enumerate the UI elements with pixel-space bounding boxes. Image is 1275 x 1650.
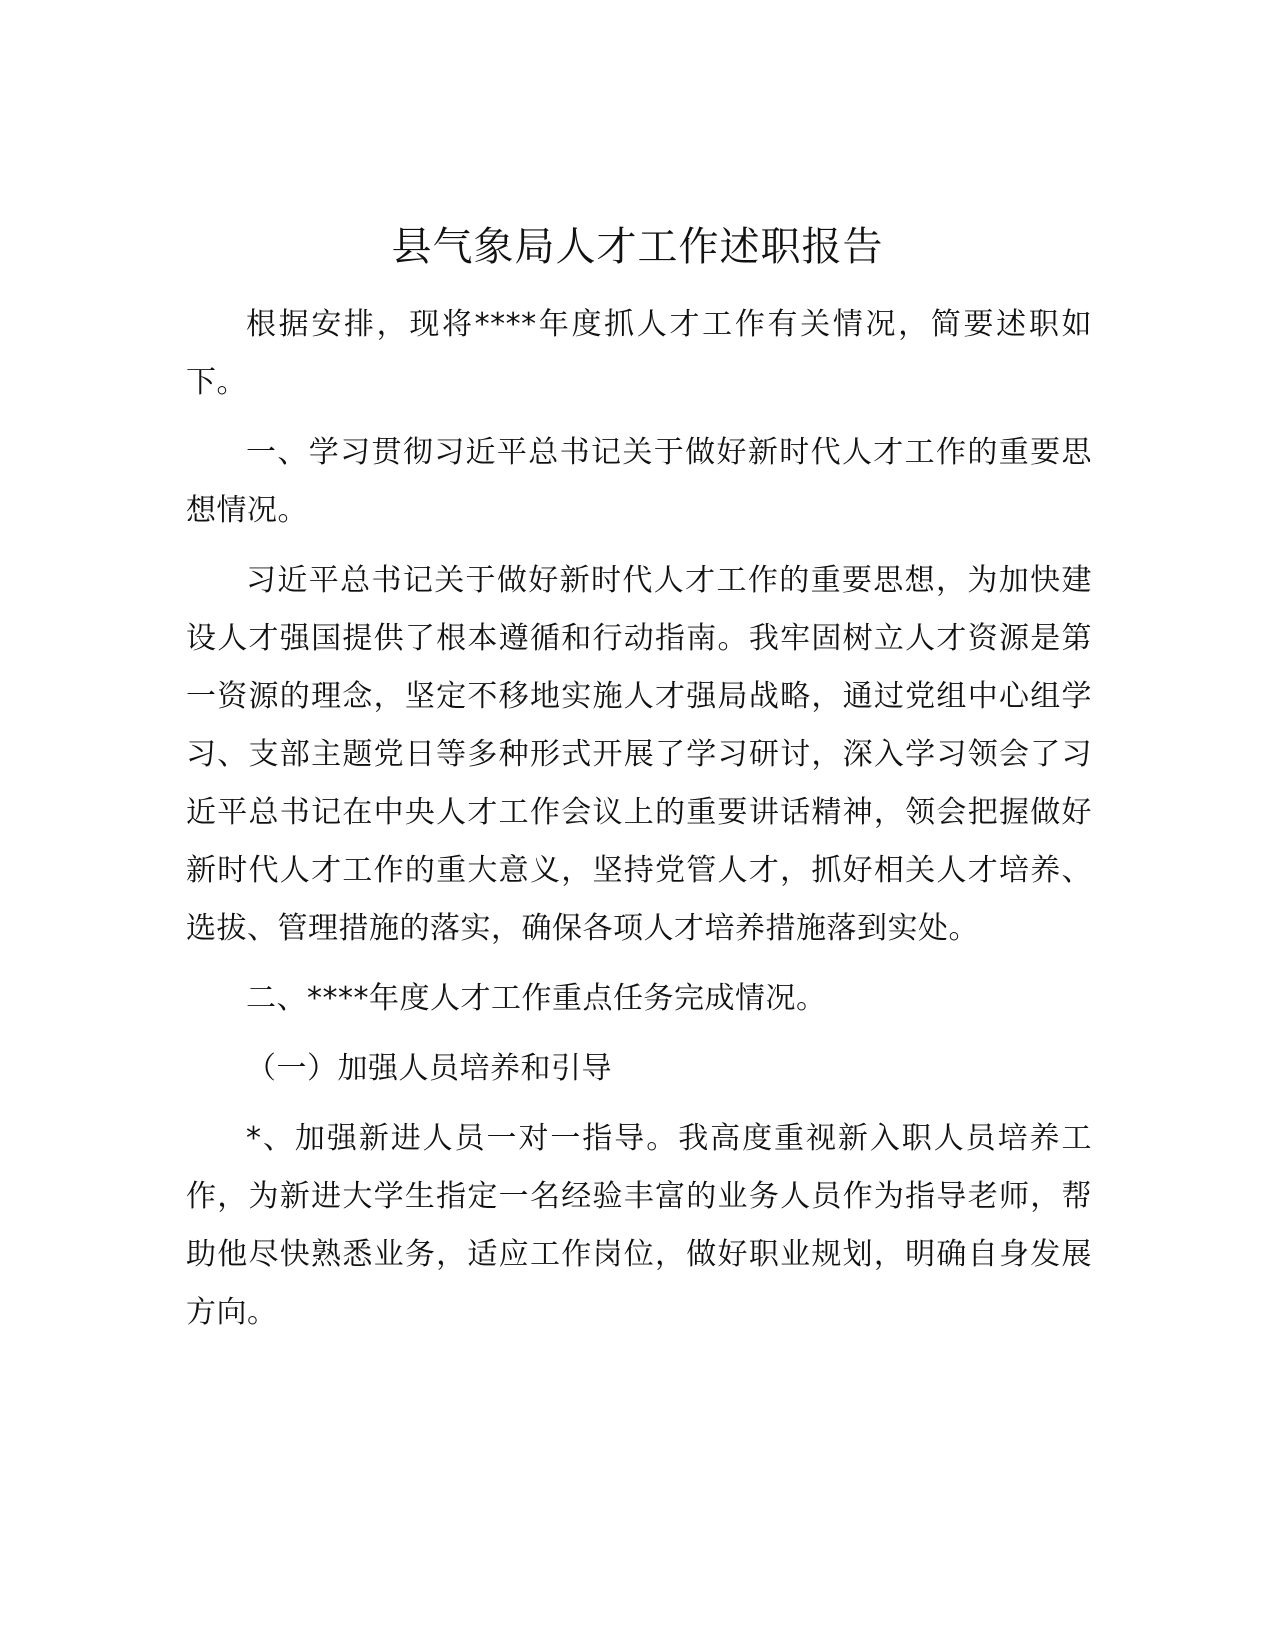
paragraph-study: 习近平总书记关于做好新时代人才工作的重要思想，为加快建设人才强国提供了根本遵循和行动指南。我牢固树立人才资源是第一资源的理念，坚定不移地实施人才强局战略，通过党组中心组学习、支部主题党日等多种形式开展了学习研讨，深入学习领会了习近平总书记在中央人才工作会议上的重要讲话精神，领会把握做好新时代人才工作的重大意义，坚持党管人才，抓好相关人才培养、选拔、管理措施的落实，确保各项人才培养措施落到实处。 <box>186 563 1092 946</box>
section-heading-1: 一、学习贯彻习近平总书记关于做好新时代人才工作的重要思想情况。 <box>186 435 1092 528</box>
document-title: 县气象局人才工作述职报告 <box>391 224 884 270</box>
section-heading-2: 二、****年度人才工作重点任务完成情况。 <box>246 981 827 1016</box>
paragraph-mentoring: *、加强新进人员一对一指导。我高度重视新入职人员培养工作，为新进大学生指定一名经验丰富的业务人员作为指导老师，帮助他尽快熟悉业务，适应工作岗位，做好职业规划，明确自身发展方向。 <box>186 1121 1092 1330</box>
subsection-heading-1: （一）加强人员培养和引导 <box>246 1051 612 1086</box>
document-body <box>186 296 1092 1354</box>
paragraph-intro: 根据安排，现将****年度抓人才工作有关情况，简要述职如下。 <box>186 307 1092 400</box>
